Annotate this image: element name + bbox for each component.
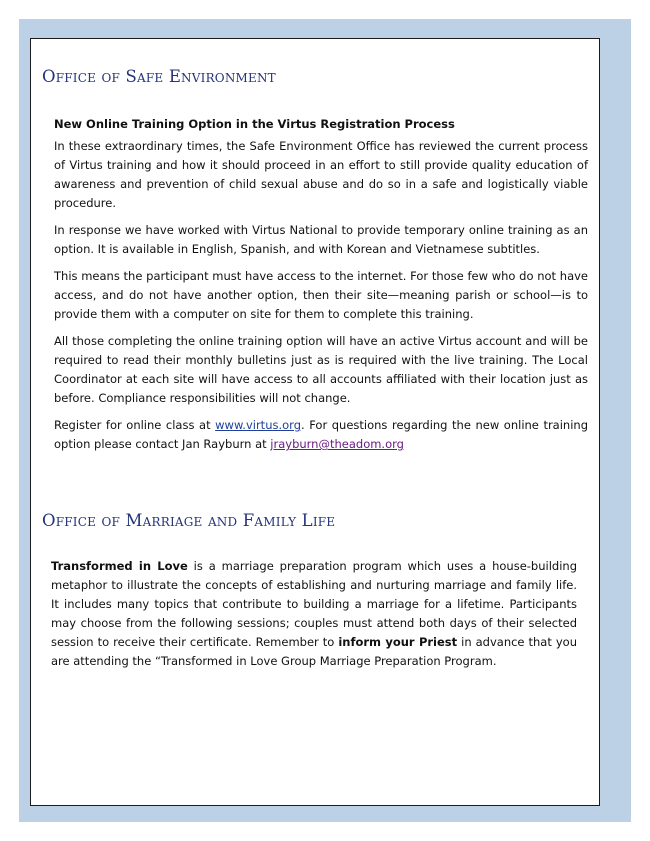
marriage-family-section	[51, 557, 577, 671]
virtus-link[interactable]: www.virtus.org	[215, 418, 301, 432]
program-description: is a marriage preparation program which uses a house-building metaphor to illustrate the concepts of establishing and nurturing marriage and family life. It includes many topics that contribute to building a marriage for a lifetime. Participants may choose from the following sessions; couples must attend both days of their selected session to receive their certificate. Remember to	[51, 559, 577, 649]
program-name: Transformed in Love	[51, 559, 188, 573]
paragraph-5	[54, 416, 588, 454]
email-link[interactable]: jrayburn@theadom.org	[270, 437, 404, 451]
inform-priest-text: inform your Priest	[338, 635, 458, 649]
paragraph-2: In response we have worked with Virtus National to provide temporary online training as an option. It is available in English, Spanish, and with Korean and Vietnamese subtitles.	[54, 223, 588, 256]
program-closing: in advance that you are attending the “Transformed in Love Group Marriage Preparation Program.	[51, 635, 577, 668]
section-heading-safe-environment: Office of Safe Environment	[42, 67, 276, 86]
contact-text: . For questions regarding the new online training option please contact Jan Rayburn at	[54, 418, 588, 451]
paragraph-1: In these extraordinary times, the Safe Environment Office has reviewed the current process of Virtus training and how it should proceed in an effort to still provide quality education of awareness and prevention of child sexual abuse and do so in a safe and logistically viable procedure.	[54, 139, 588, 210]
section-subtitle: New Online Training Option in the Virtus Registration Process	[54, 117, 455, 131]
marriage-paragraph	[51, 557, 577, 671]
paragraph-3: This means the participant must have access to the internet. For those few who do not have access, and do not have another option, then their site—meaning parish or school—is to provide them with a computer on site for them to complete this training.	[54, 269, 588, 321]
safe-environment-section	[54, 115, 588, 462]
register-text: Register for online class at	[54, 418, 216, 432]
paragraph-4: All those completing the online training option will have an active Virtus account and will be required to read their monthly bulletins just as is required with the live training. The Local Coordinator at each site will have access to all accounts affiliated with their location just as before. Compliance responsibilities will not change.	[54, 334, 588, 405]
section-heading-marriage-family: Office of Marriage and Family Life	[42, 511, 336, 530]
